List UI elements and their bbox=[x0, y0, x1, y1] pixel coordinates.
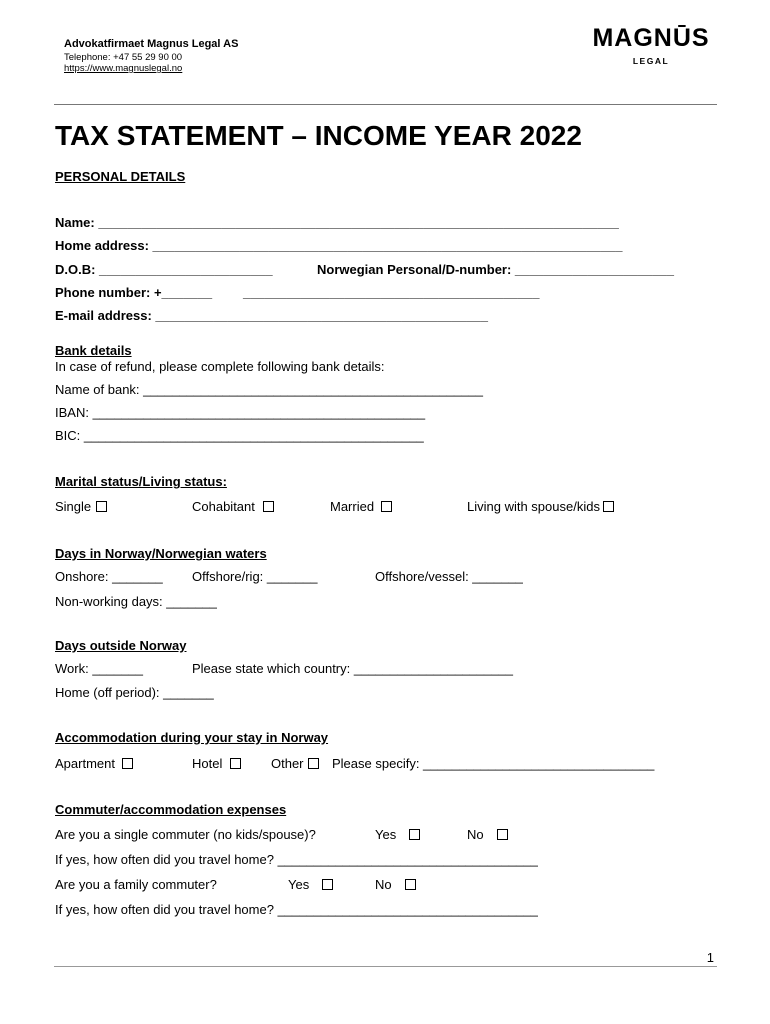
home-off-period-field[interactable]: Home (off period): _______ bbox=[55, 685, 214, 700]
home-address-field[interactable]: Home address: _________________________________________________________________ bbox=[55, 238, 623, 253]
personal-number-field[interactable]: Norwegian Personal/D-number: ______________________ bbox=[317, 262, 674, 277]
phone-prefix-field[interactable]: Phone number: +_______ bbox=[55, 285, 213, 300]
bank-intro-text: In case of refund, please complete following bank details: bbox=[55, 359, 385, 374]
single-commuter-no-label: No bbox=[467, 827, 484, 842]
accommodation-heading: Accommodation during your stay in Norway bbox=[55, 730, 329, 745]
living-checkbox[interactable] bbox=[603, 501, 614, 512]
bank-name-field[interactable]: Name of bank: _______________________________________________ bbox=[55, 382, 483, 397]
days-outside-heading: Days outside Norway bbox=[55, 638, 187, 653]
apartment-label: Apartment bbox=[55, 756, 115, 771]
option-apartment[interactable] bbox=[55, 756, 133, 771]
page-number: 1 bbox=[706, 950, 714, 965]
family-commuter-no-checkbox[interactable] bbox=[405, 879, 416, 890]
marital-status-heading: Marital status/Living status: bbox=[55, 474, 227, 489]
other-checkbox[interactable] bbox=[308, 758, 319, 769]
family-commuter-yes[interactable] bbox=[288, 877, 333, 892]
option-married[interactable] bbox=[330, 499, 392, 514]
option-other[interactable] bbox=[271, 756, 319, 771]
logo-word: MAGNŪS bbox=[592, 24, 710, 52]
single-commuter-no[interactable] bbox=[467, 827, 508, 842]
single-commuter-yes-label: Yes bbox=[375, 827, 397, 842]
company-name: Advokatfirmaet Magnus Legal AS bbox=[64, 38, 239, 50]
footer-divider bbox=[54, 966, 717, 967]
hotel-label: Hotel bbox=[192, 756, 223, 771]
hotel-checkbox[interactable] bbox=[230, 758, 241, 769]
dob-field[interactable]: D.O.B: ________________________ bbox=[55, 262, 273, 277]
offshore-vessel-field[interactable]: Offshore/vessel: _______ bbox=[375, 569, 523, 584]
cohabitant-label: Cohabitant bbox=[192, 499, 255, 514]
single-commuter-yes-checkbox[interactable] bbox=[409, 829, 420, 840]
onshore-field[interactable]: Onshore: _______ bbox=[55, 569, 163, 584]
email-field[interactable]: E-mail address: ______________________________________________ bbox=[55, 308, 489, 323]
bic-field[interactable]: BIC: _______________________________________________ bbox=[55, 428, 424, 443]
single-checkbox[interactable] bbox=[96, 501, 107, 512]
cohabitant-checkbox[interactable] bbox=[263, 501, 274, 512]
iban-field[interactable]: IBAN: ______________________________________________ bbox=[55, 405, 426, 420]
offshore-rig-field[interactable]: Offshore/rig: _______ bbox=[192, 569, 318, 584]
family-commuter-no-label: No bbox=[375, 877, 392, 892]
days-norway-heading: Days in Norway/Norwegian waters bbox=[55, 546, 267, 561]
single-commuter-no-checkbox[interactable] bbox=[497, 829, 508, 840]
bank-details-heading: Bank details bbox=[55, 343, 132, 358]
married-label: Married bbox=[330, 499, 375, 514]
family-commuter-no[interactable] bbox=[375, 877, 416, 892]
phone-number-field[interactable]: _________________________________________ bbox=[243, 285, 540, 300]
family-commuter-yes-label: Yes bbox=[288, 877, 310, 892]
commuter-heading: Commuter/accommodation expenses bbox=[55, 802, 287, 817]
logo-subtitle: LEGAL bbox=[632, 56, 670, 66]
single-label: Single bbox=[55, 499, 92, 514]
company-website-link[interactable]: https://www.magnuslegal.no bbox=[64, 63, 183, 74]
option-living-with-spouse[interactable] bbox=[467, 499, 614, 514]
married-checkbox[interactable] bbox=[381, 501, 392, 512]
country-field[interactable]: Please state which country: ______________________ bbox=[192, 661, 513, 676]
magnus-legal-logo bbox=[586, 23, 716, 66]
option-cohabitant[interactable] bbox=[192, 499, 274, 514]
personal-details-heading: PERSONAL DETAILS bbox=[55, 169, 186, 184]
apartment-checkbox[interactable] bbox=[122, 758, 133, 769]
accommodation-specify-field[interactable]: Please specify: ________________________________ bbox=[332, 756, 655, 771]
page-title: TAX STATEMENT – INCOME YEAR 2022 bbox=[55, 120, 582, 151]
family-commuter-yes-checkbox[interactable] bbox=[322, 879, 333, 890]
other-label: Other bbox=[271, 756, 304, 771]
family-commuter-question: Are you a family commuter? bbox=[55, 877, 217, 892]
single-commuter-question: Are you a single commuter (no kids/spouse)? bbox=[55, 827, 316, 842]
name-field[interactable]: Name: ________________________________________________________________________ bbox=[55, 215, 619, 230]
company-phone: Telephone: +47 55 29 90 00 bbox=[64, 52, 183, 63]
work-days-field[interactable]: Work: _______ bbox=[55, 661, 143, 676]
family-commuter-travel-field[interactable]: If yes, how often did you travel home? ____________________________________ bbox=[55, 902, 538, 917]
header-divider bbox=[54, 104, 717, 105]
non-working-days-field[interactable]: Non-working days: _______ bbox=[55, 594, 217, 609]
option-hotel[interactable] bbox=[192, 756, 241, 771]
option-single[interactable] bbox=[55, 499, 107, 514]
single-commuter-yes[interactable] bbox=[375, 827, 420, 842]
living-label: Living with spouse/kids bbox=[467, 499, 600, 514]
single-commuter-travel-field[interactable]: If yes, how often did you travel home? ____________________________________ bbox=[55, 852, 538, 867]
